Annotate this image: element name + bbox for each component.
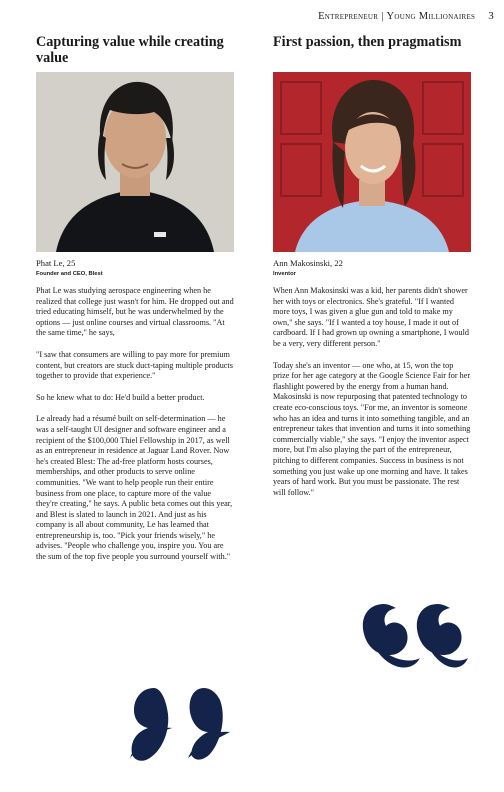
running-header [318, 10, 494, 22]
portrait-phat-le [36, 72, 234, 252]
left-paragraph: Phat Le was studying aerospace engineering when he realized that college just wasn't for him. He dropped out and tried educating himself, but he was underwhelmed by the options — just online courses and virtual classrooms. "At the same time," he says, [36, 286, 234, 338]
page-number: 3 [488, 10, 494, 22]
right-name: Ann Makosinski, 22 [273, 258, 343, 268]
left-name: Phat Le, 25 [36, 258, 76, 268]
header-section: Entrepreneur [318, 11, 379, 22]
left-title: Capturing value while creating value [36, 34, 224, 66]
left-paragraph: So he knew what to do: He'd build a better product. [36, 392, 205, 402]
portrait-ann-makosinski [273, 72, 471, 252]
left-paragraph: Le already had a résumé built on self-determination — he was a self-taught UI designer and software engineer and a recipient of the $100,000 Thiel Fellowship in 2017, as well as an entrepreneur in residence at Jaguar Land Rover. Now he's created Blest: The ad-free platform hosts courses, memberships, and other products to serve online communities. "We want to help people run their entire business from one place, to capture more of the value they're creating," he says. A public beta comes out this year, and Blest is slated to launch in 2021. And just as his company is all about community, Le has learned that entrepreneurship is, too. "Pick your friends wisely," he advises. "People who challenge you, inspire you. You are the sum of the top five people you surround yourself with." [36, 414, 233, 562]
right-paragraph: When Ann Makosinski was a kid, her parents didn't shower her with toys or electronics. She's grateful. "If I wanted more toys, I was given a glue gun and told to make my own," she says. "If I wanted a toy house, I made it out of cardboard. If I had grown up owning a smartphone, I would be a very, very different person." [273, 286, 469, 348]
left-role: Founder and CEO, Blest [36, 271, 103, 277]
right-paragraph: Today she's an inventor — one who, at 15, won the top prize for her age category at the Google Science Fair for her flashlight powered by the energy from a human hand. Makosinski is now repurposing that patented technology to create eco-conscious toys. "For me, an inventor is someone who has an idea and turns it into something tangible, and an entrepreneur takes that invention and turns it into something commercially viable," she says. "I enjoy the inventor aspect more, but I'm also playing the part of the entrepreneur, pitching to different companies. Success in business is not something you just wake up one morning and have. It takes years of hard work. But you must be passionate. The rest will follow." [273, 360, 471, 497]
header-subsection: Young Millionaires [386, 11, 476, 22]
profile-phat-le [36, 34, 234, 574]
right-title: First passion, then pragmatism [273, 34, 462, 50]
right-role: Inventor [273, 271, 296, 277]
right-body [273, 286, 471, 498]
left-body [36, 286, 234, 563]
left-quote-paragraph: "I saw that consumers are willing to pay more for premium content, but creators are stuck duct-taping multiple products together to provide that experience." [36, 349, 233, 381]
open-quote-glyph-icon [124, 684, 234, 769]
profile-ann-makosinski [273, 34, 471, 509]
close-quote-glyph-icon [360, 598, 470, 683]
header-divider: | [381, 11, 387, 22]
